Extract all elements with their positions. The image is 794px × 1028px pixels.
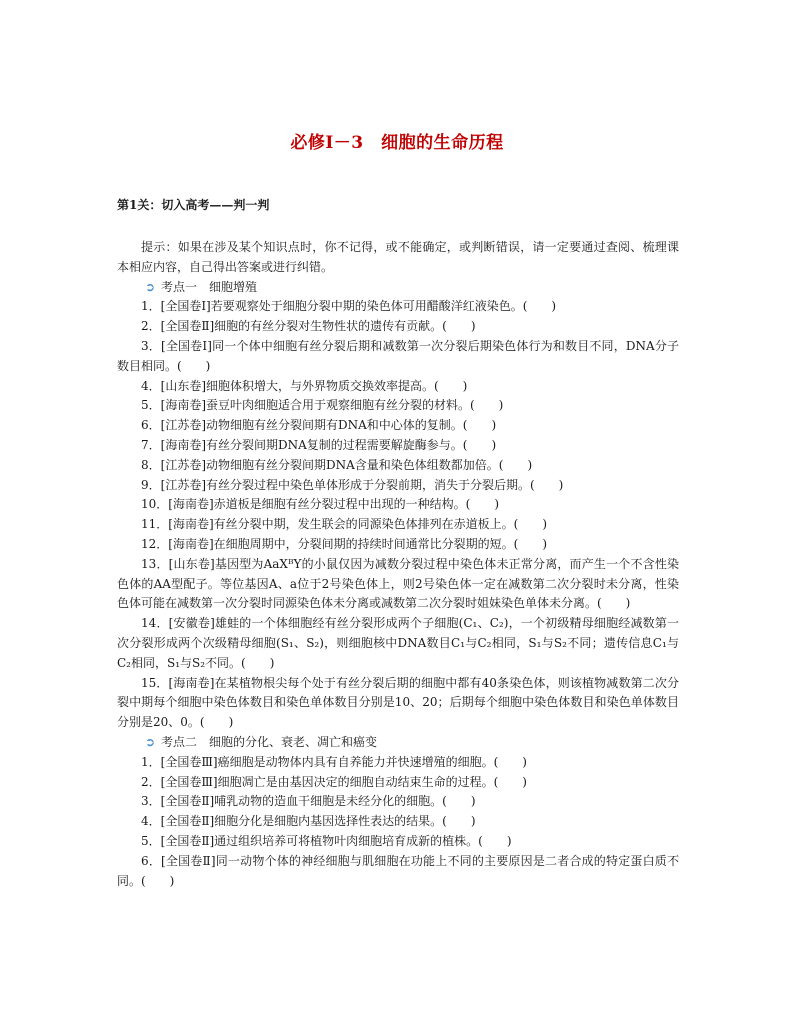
question-item: 2．[全国卷Ⅱ]细胞的有丝分裂对生物性状的遗传有贡献。( ) — [141, 319, 476, 334]
question-item: 3．[全国卷Ⅱ]哺乳动物的造血干细胞是未经分化的细胞。( ) — [141, 794, 476, 809]
question-item: 14．[安徽卷]雄蛙的一个体细胞经有丝分裂形成两个子细胞(C₁、C₂)，一个初级精母细胞经减数第一次分裂形成两个次级精母细胞(S₁、S₂)，则细胞核中DNA数目C₁与C₂相同，S₁与S₂不同；遗传信息C₁与C₂相同，S₁与S₂不同。( ) — [117, 616, 679, 670]
question-item: 2．[全国卷Ⅲ]细胞凋亡是由基因决定的细胞自动结束生命的过程。( ) — [141, 774, 527, 789]
kaodian-1-heading — [117, 278, 679, 298]
tip-paragraph: 提示：如果在涉及某个知识点时，你不记得，或不能确定，或判断错误，请一定要通过查阅、梳理课本相应内容，自己得出答案或进行纠错。 — [117, 240, 679, 274]
question-item: 1．[全国卷Ⅰ]若要观察处于细胞分裂中期的染色体可用醋酸洋红液染色。( ) — [141, 299, 557, 314]
arrow-circle-icon: ➲ — [145, 735, 156, 750]
question-item: 5．[海南卷]蚕豆叶肉细胞适合用于观察细胞有丝分裂的材料。( ) — [141, 398, 504, 413]
question-item: 6．[全国卷Ⅱ]同一动物个体的神经细胞与肌细胞在功能上不同的主要原因是二者合成的特定蛋白质不同。( ) — [117, 853, 679, 888]
question-item: 1．[全国卷Ⅲ]癌细胞是动物体内具有自养能力并快速增殖的细胞。( ) — [141, 754, 527, 769]
document-body — [117, 238, 679, 891]
question-item: 6．[江苏卷]动物细胞有丝分裂间期有DNA和中心体的复制。( ) — [141, 418, 497, 433]
kaodian-2-heading — [117, 733, 679, 753]
page-title: 必修Ⅰ－3 细胞的生命历程 — [290, 133, 504, 153]
kaodian-2-label: 考点二 细胞的分化、衰老、凋亡和癌变 — [161, 734, 378, 749]
question-item: 9．[江苏卷]有丝分裂过程中染色单体形成于分裂前期，消失于分裂后期。( ) — [141, 477, 564, 492]
question-item: 13．[山东卷]基因型为AaXᴮY的小鼠仅因为减数分裂过程中染色体未正常分离，而产生一个不含性染色体的AA型配子。等位基因A、a位于2号染色体上，则2号染色体一定在减数第二次分裂时未分离，性染色体可能在减数第一次分裂时同源染色体未分离或减数第二次分裂时姐妹染色单体未分离。( ) — [117, 556, 679, 611]
question-item: 15．[海南卷]在某植物根尖每个处于有丝分裂后期的细胞中都有40条染色体，则该植物减数第二次分裂中期每个细胞中染色体数目和染色单体数目分别是10、20；后期每个细胞中染色体数目和染色单体数目分别是20、0。( ) — [117, 675, 679, 730]
question-item: 11．[海南卷]有丝分裂中期，发生联会的同源染色体排列在赤道板上。( ) — [141, 517, 547, 532]
question-item: 7．[海南卷]有丝分裂间期DNA复制的过程需要解旋酶参与。( ) — [141, 437, 497, 452]
question-item: 5．[全国卷Ⅱ]通过组织培养可将植物叶肉细胞培育成新的植株。( ) — [141, 833, 512, 848]
question-item: 4．[全国卷Ⅱ]细胞分化是细胞内基因选择性表达的结果。( ) — [141, 814, 476, 829]
question-item: 12．[海南卷]在细胞周期中，分裂间期的持续时间通常比分裂期的短。( ) — [141, 536, 547, 551]
kaodian-1-label: 考点一 细胞增殖 — [161, 279, 258, 294]
question-item: 10．[海南卷]赤道板是细胞有丝分裂过程中出现的一种结构。( ) — [141, 497, 499, 512]
section-heading: 第1关：切入高考——判一判 — [117, 198, 270, 212]
question-item: 3．[全国卷Ⅰ]同一个体中细胞有丝分裂后期和减数第一次分裂后期染色体行为和数目不同，DNA分子数目相同。( ) — [117, 338, 679, 373]
question-item: 8．[江苏卷]动物细胞有丝分裂间期DNA含量和染色体组数都加倍。( ) — [141, 457, 533, 472]
arrow-circle-icon: ➲ — [145, 279, 156, 294]
question-item: 4．[山东卷]细胞体积增大，与外界物质交换效率提高。( ) — [141, 378, 468, 393]
